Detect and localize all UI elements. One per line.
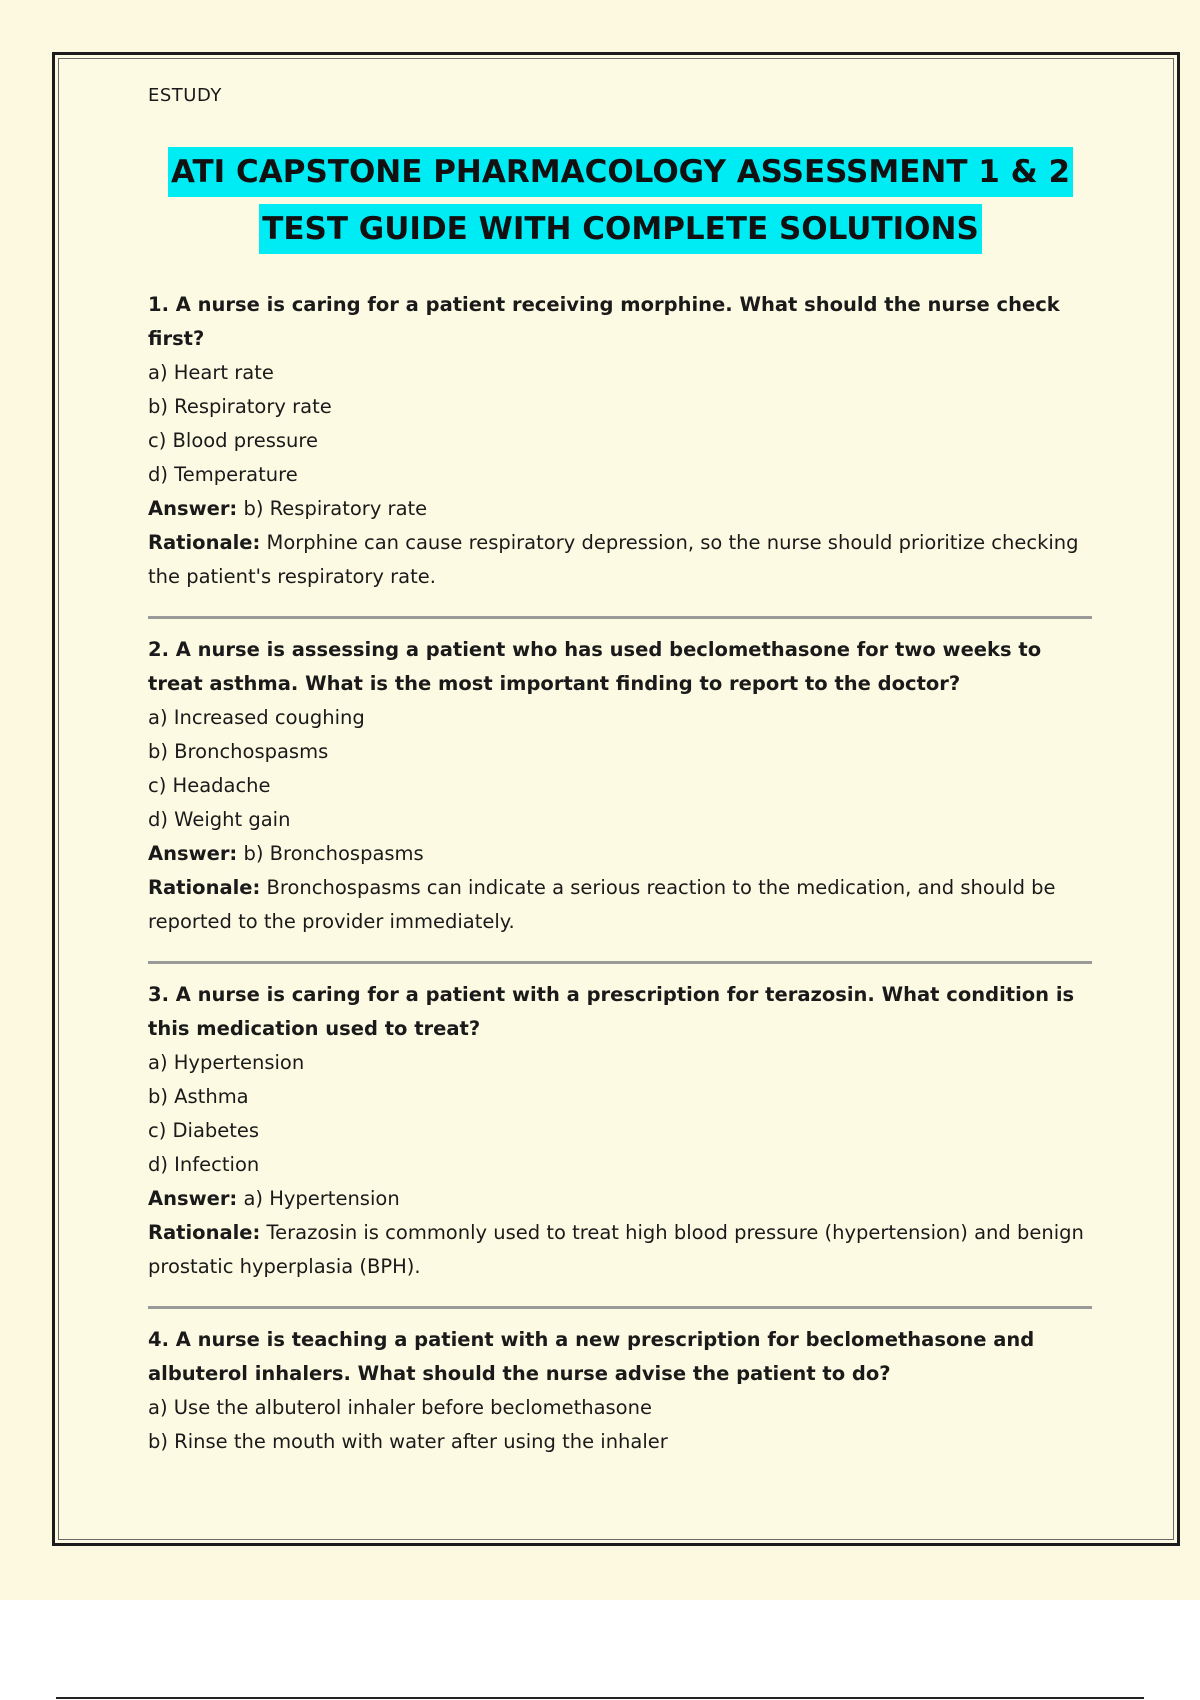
option: c) Blood pressure [148, 429, 318, 452]
title-line-1: ATI CAPSTONE PHARMACOLOGY ASSESSMENT 1 & 2 [168, 147, 1073, 197]
question-text: 3. A nurse is caring for a patient with a prescription for terazosin. What condition is this medication used to treat? [148, 983, 1075, 1040]
question-1 [148, 288, 1093, 594]
rationale-label: Rationale: [148, 531, 261, 554]
brand-label: ESTUDY [148, 85, 222, 106]
answer-label: Answer: [148, 1187, 238, 1210]
option: c) Diabetes [148, 1119, 260, 1142]
option: d) Weight gain [148, 808, 291, 831]
option: d) Temperature [148, 463, 298, 486]
option: c) Headache [148, 774, 271, 797]
option: b) Rinse the mouth with water after using the inhaler [148, 1430, 668, 1453]
rationale-line [148, 871, 1093, 939]
question-3 [148, 978, 1093, 1284]
question-list [148, 288, 1093, 1459]
rationale-label: Rationale: [148, 1221, 261, 1244]
answer-line [148, 837, 1093, 871]
question-divider [148, 1306, 1092, 1309]
document-content [148, 75, 1093, 1459]
option: d) Infection [148, 1153, 260, 1176]
question-divider [148, 961, 1092, 964]
rationale-value: Morphine can cause respiratory depression, so the nurse should prioritize checking the patient's respiratory rate. [148, 531, 1079, 588]
question-2 [148, 633, 1093, 939]
option: a) Use the albuterol inhaler before beclomethasone [148, 1396, 652, 1419]
question-divider [148, 616, 1092, 619]
document-title [148, 147, 1093, 261]
question-text: 2. A nurse is assessing a patient who has used beclomethasone for two weeks to treat asthma. What is the most important finding to report to the doctor? [148, 638, 1042, 695]
question-4 [148, 1323, 1093, 1459]
option: a) Increased coughing [148, 706, 365, 729]
answer-line [148, 492, 1093, 526]
rationale-line [148, 526, 1093, 594]
option: b) Asthma [148, 1085, 249, 1108]
rationale-line [148, 1216, 1093, 1284]
option: a) Hypertension [148, 1051, 305, 1074]
rationale-value: Bronchospasms can indicate a serious reaction to the medication, and should be reported to the provider immediately. [148, 876, 1056, 933]
answer-value: b) Respiratory rate [243, 497, 428, 520]
answer-label: Answer: [148, 497, 238, 520]
option: b) Bronchospasms [148, 740, 329, 763]
question-text: 4. A nurse is teaching a patient with a new prescription for beclomethasone and albuterol inhalers. What should the nurse advise the patient to do? [148, 1328, 1035, 1385]
option: a) Heart rate [148, 361, 274, 384]
answer-value: b) Bronchospasms [243, 842, 424, 865]
answer-line [148, 1182, 1093, 1216]
answer-value: a) Hypertension [243, 1187, 400, 1210]
question-text: 1. A nurse is caring for a patient receiving morphine. What should the nurse check first? [148, 293, 1060, 350]
footer-rule [56, 1697, 1144, 1699]
title-line-2: TEST GUIDE WITH COMPLETE SOLUTIONS [259, 204, 982, 254]
document-frame [52, 52, 1180, 1546]
rationale-value: Terazosin is commonly used to treat high blood pressure (hypertension) and benign prostatic hyperplasia (BPH). [148, 1221, 1084, 1278]
answer-label: Answer: [148, 842, 238, 865]
option: b) Respiratory rate [148, 395, 332, 418]
rationale-label: Rationale: [148, 876, 261, 899]
